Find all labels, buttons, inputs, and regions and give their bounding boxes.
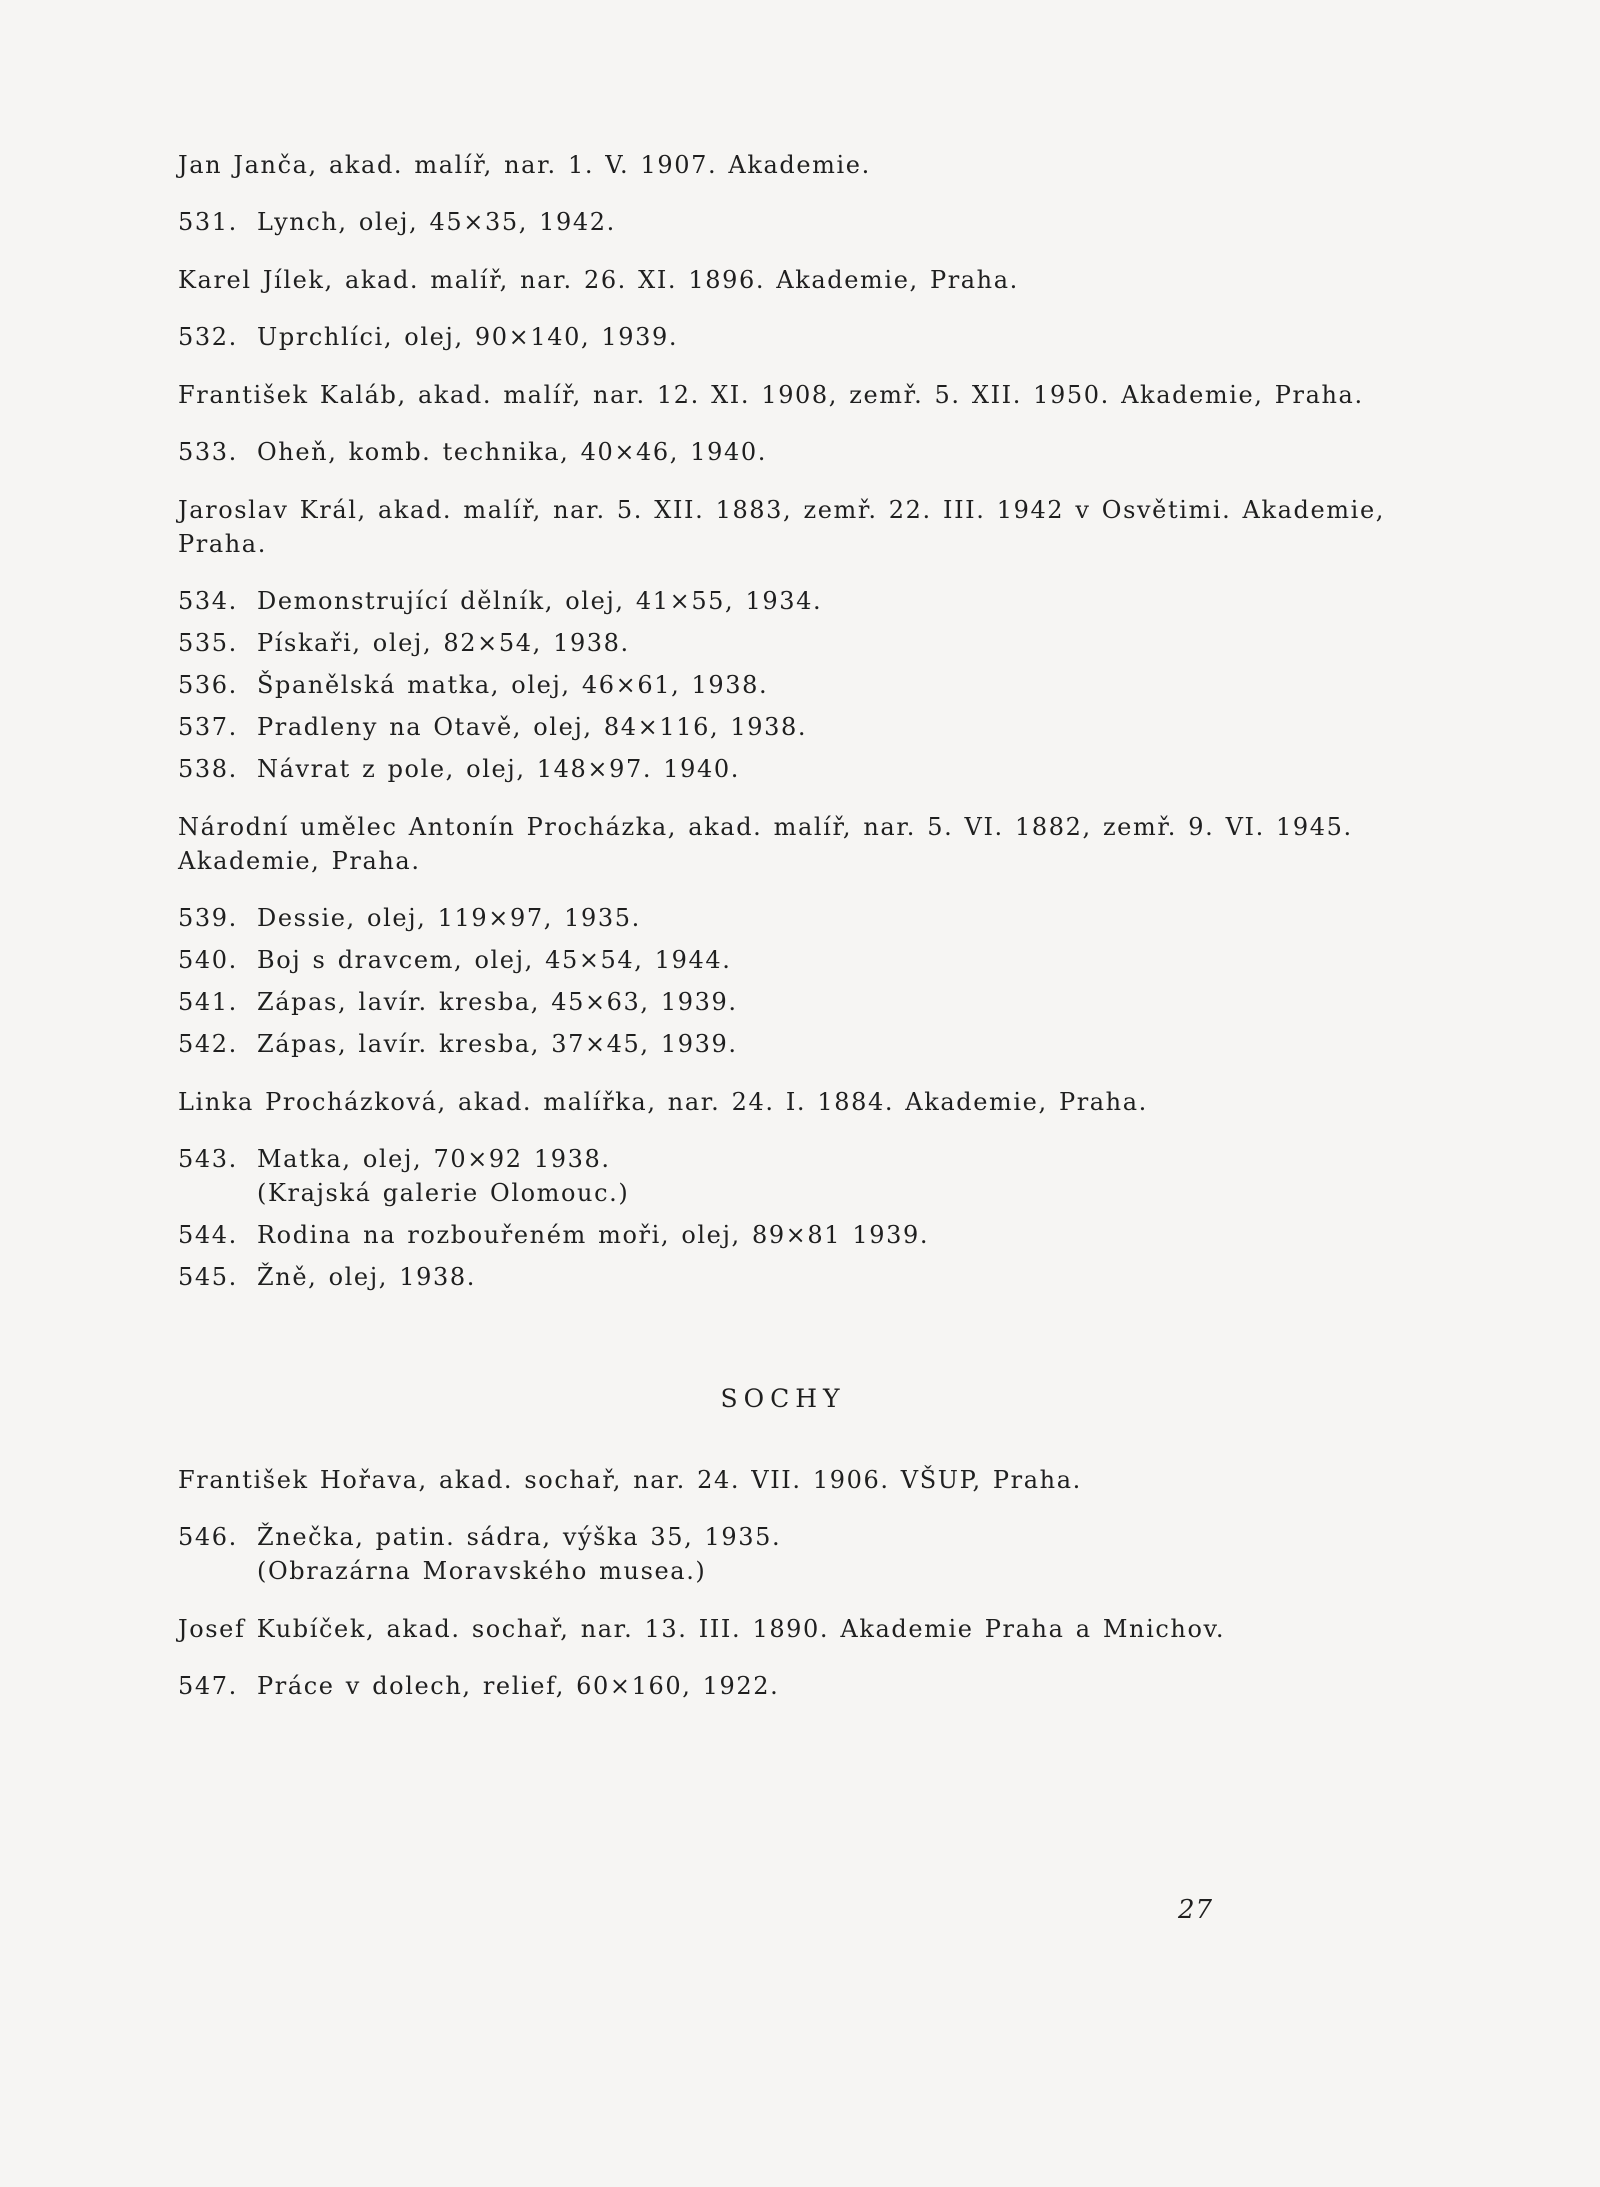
work-number: 538. <box>178 755 238 783</box>
work-number: 547. <box>178 1672 238 1700</box>
work-description <box>257 1138 1388 1214</box>
work-description: Návrat z pole, olej, 148×97. 1940. <box>257 755 740 783</box>
works-list <box>178 1138 1388 1298</box>
work-number: 532. <box>178 323 238 351</box>
work-description <box>257 1516 1388 1592</box>
work-item <box>178 316 1388 358</box>
work-number: 542. <box>178 1030 238 1058</box>
work-description: Žně, olej, 1938. <box>257 1263 476 1291</box>
work-number: 545. <box>178 1263 238 1291</box>
artist-heading: František Hořava, akad. sochař, nar. 24. VII. 1906. VŠUP, Praha. <box>178 1466 1082 1494</box>
works-list <box>178 897 1388 1065</box>
work-description: Oheň, komb. technika, 40×46, 1940. <box>257 438 767 466</box>
artist-heading: Jan Janča, akad. malíř, nar. 1. V. 1907. Akademie. <box>178 151 871 179</box>
page-number: 27 <box>1178 1895 1214 1925</box>
work-number: 536. <box>178 671 238 699</box>
work-item <box>178 1214 1388 1256</box>
work-number: 543. <box>178 1145 238 1173</box>
works-list <box>178 1516 1388 1592</box>
artist-heading: Karel Jílek, akad. malíř, nar. 26. XI. 1896. Akademie, Praha. <box>178 266 1019 294</box>
artist-heading: Národní umělec Antonín Procházka, akad. malíř, nar. 5. VI. 1882, zemř. 9. VI. 1945. Akademie, Praha. <box>178 813 1353 875</box>
artist-heading: Jaroslav Král, akad. malíř, nar. 5. XII. 1883, zemř. 22. III. 1942 v Osvětimi. Akademie, Praha. <box>178 496 1385 558</box>
work-item <box>178 981 1388 1023</box>
work-number: 541. <box>178 988 238 1016</box>
artist-heading: František Kaláb, akad. malíř, nar. 12. XI. 1908, zemř. 5. XII. 1950. Akademie, Praha. <box>178 381 1364 409</box>
works-list <box>178 201 1388 243</box>
work-description: Zápas, lavír. kresba, 45×63, 1939. <box>257 988 738 1016</box>
work-description: Španělská matka, olej, 46×61, 1938. <box>257 671 769 699</box>
work-number: 544. <box>178 1221 238 1249</box>
artist-heading: Linka Procházková, akad. malířka, nar. 24. I. 1884. Akademie, Praha. <box>178 1088 1148 1116</box>
work-item <box>178 201 1388 243</box>
work-item <box>178 706 1388 748</box>
work-number: 535. <box>178 629 238 657</box>
work-number: 537. <box>178 713 238 741</box>
work-item <box>178 431 1388 473</box>
work-number: 531. <box>178 208 238 236</box>
works-list <box>178 431 1388 473</box>
work-number: 533. <box>178 438 238 466</box>
work-item <box>178 1138 1388 1214</box>
work-description: Práce v dolech, relief, 60×160, 1922. <box>257 1672 780 1700</box>
work-item <box>178 622 1388 664</box>
work-item <box>178 1256 1388 1298</box>
work-description: Demonstrující dělník, olej, 41×55, 1934. <box>257 587 823 615</box>
work-description: Dessie, olej, 119×97, 1935. <box>257 904 641 932</box>
work-item <box>178 1665 1388 1707</box>
work-text: Žnečka, patin. sádra, výška 35, 1935. <box>257 1523 782 1551</box>
work-description: Zápas, lavír. kresba, 37×45, 1939. <box>257 1030 738 1058</box>
work-item <box>178 748 1388 790</box>
work-number: 540. <box>178 946 238 974</box>
work-item <box>178 1023 1388 1065</box>
work-number: 534. <box>178 587 238 615</box>
works-list <box>178 580 1388 790</box>
work-item <box>178 664 1388 706</box>
work-description: Pradleny na Otavě, olej, 84×116, 1938. <box>257 713 808 741</box>
section-title: SOCHY <box>720 1384 846 1413</box>
work-item <box>178 1516 1388 1592</box>
work-number: 546. <box>178 1523 238 1551</box>
artist-heading: Josef Kubíček, akad. sochař, nar. 13. III. 1890. Akademie Praha a Mnichov. <box>178 1615 1226 1643</box>
work-description: Uprchlíci, olej, 90×140, 1939. <box>257 323 679 351</box>
work-item <box>178 580 1388 622</box>
work-description: Boj s dravcem, olej, 45×54, 1944. <box>257 946 732 974</box>
work-number: 539. <box>178 904 238 932</box>
work-description: Rodina na rozbouřeném moři, olej, 89×81 1939. <box>257 1221 930 1249</box>
work-description: Lynch, olej, 45×35, 1942. <box>257 208 616 236</box>
work-collection-note: (Krajská galerie Olomouc.) <box>257 1179 630 1207</box>
works-list <box>178 1665 1388 1707</box>
work-text: Matka, olej, 70×92 1938. <box>257 1145 611 1173</box>
work-collection-note: (Obrazárna Moravského musea.) <box>257 1557 707 1585</box>
work-description: Pískaři, olej, 82×54, 1938. <box>257 629 630 657</box>
work-item <box>178 897 1388 939</box>
catalog-content <box>178 148 1388 1727</box>
work-item <box>178 939 1388 981</box>
works-list <box>178 316 1388 358</box>
